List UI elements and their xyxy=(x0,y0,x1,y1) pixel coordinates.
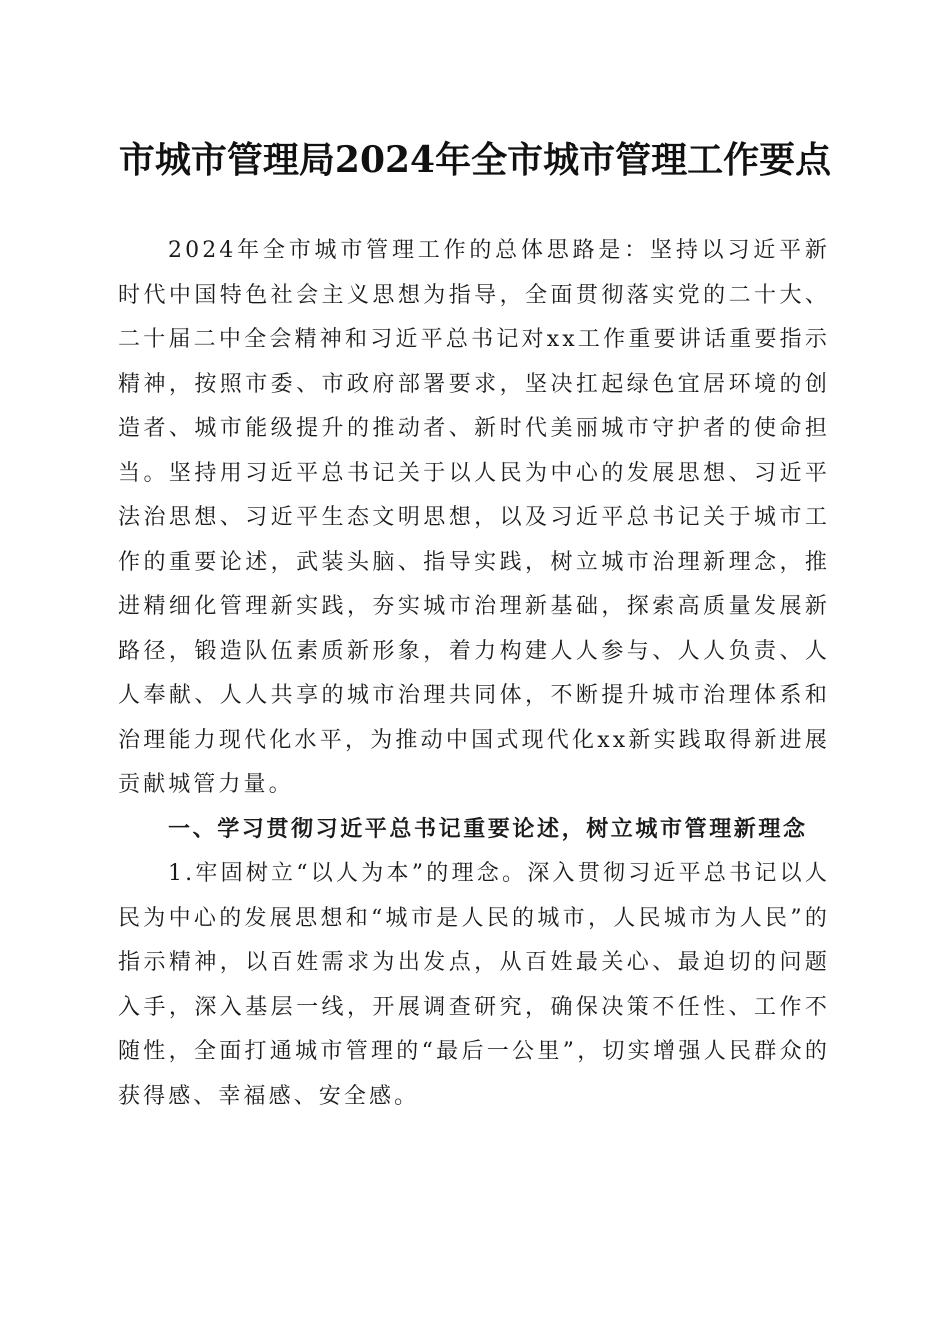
item-paragraph-1: 1.牢固树立“以人为本”的理念。深入贯彻习近平总书记以人民为中心的发展思想和“城市是人民的城市，人民城市为人民”的指示精神，以百姓需求为出发点，从百姓最关心、最迫切的问题入手，深入基层一线，开展调查研究，确保决策不任性、工作不随性，全面打通城市管理的“最后一公里”，切实增强人民群众的获得感、幸福感、安全感。 xyxy=(118,861,830,1109)
section-heading-1: 一、学习贯彻习近平总书记重要论述，树立城市管理新理念 xyxy=(168,816,808,842)
intro-paragraph: 2024年全市城市管理工作的总体思路是：坚持以习近平新时代中国特色社会主义思想为指导，全面贯彻落实党的二十大、二十届二中全会精神和习近平总书记对xx工作重要讲话重要指示精神，按照市委、市政府部署要求，坚决扛起绿色宜居环境的创造者、城市能级提升的推动者、新时代美丽城市守护者的使命担当。坚持用习近平总书记关于以人民为中心的发展思想、习近平法治思想、习近平生态文明思想，以及习近平总书记关于城市工作的重要论述，武装头脑、指导实践，树立城市治理新理念，推进精细化管理新实践，夯实城市治理新基础，探索高质量发展新路径，锻造队伍素质新形象，着力构建人人参与、人人负责、人人奉献、人人共享的城市治理共同体，不断提升城市治理体系和治理能力现代化水平，为推动中国式现代化xx新实践取得新进展贡献城管力量。 xyxy=(118,238,830,797)
document-title: 市城市管理局2024年全市城市管理工作要点 xyxy=(118,139,832,181)
document-body xyxy=(118,229,830,1119)
